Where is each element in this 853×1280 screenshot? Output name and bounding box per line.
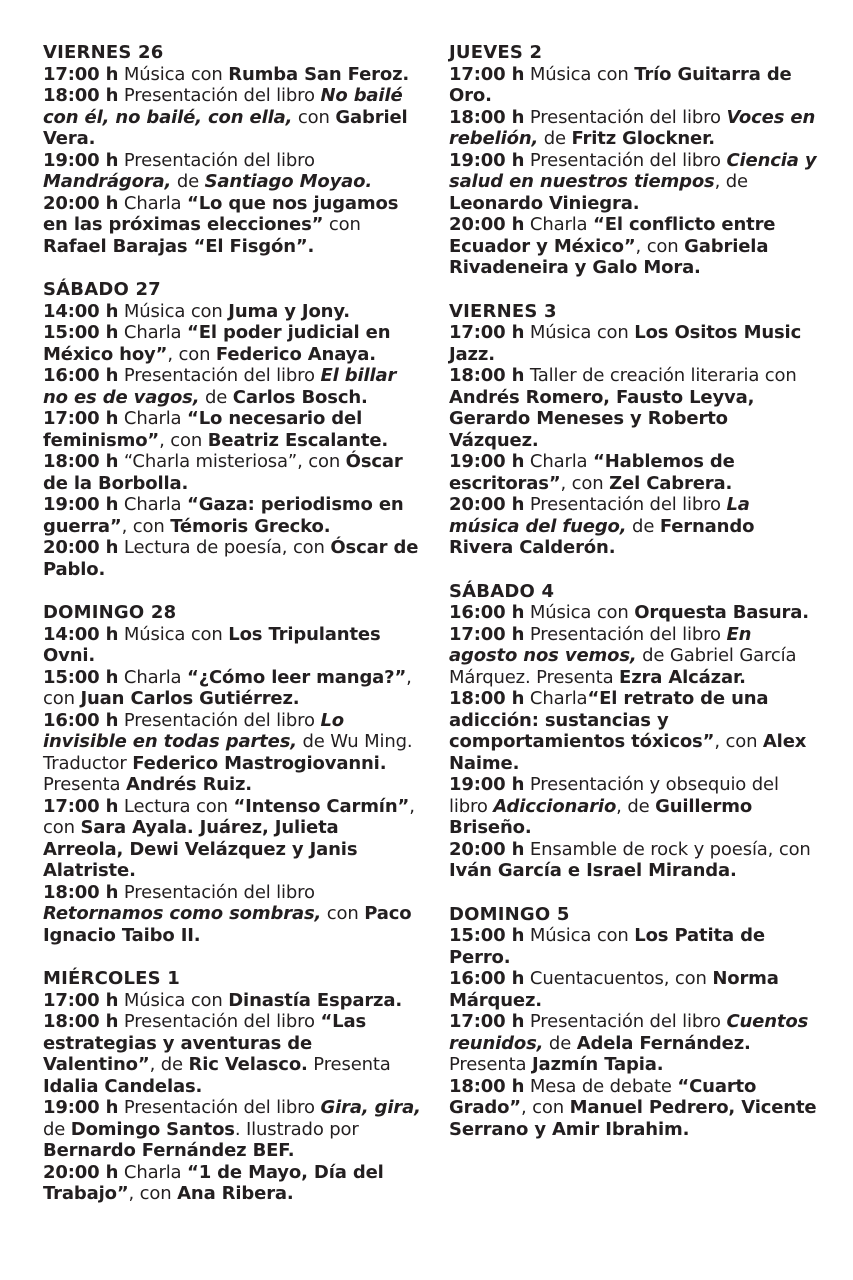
event-highlight: Fritz Glockner. [571,128,715,149]
event-highlight: “El conflicto entre Ecuador y México” [449,214,776,257]
event-time: 17:00 h [43,408,119,429]
event-entry [43,710,423,796]
event-text: , de [616,795,656,817]
event-highlight: Norma Márquez. [449,968,779,1011]
event-time: 15:00 h [43,666,119,688]
event-text: Presentación del libro [118,1011,321,1032]
event-text: , con [128,1183,178,1204]
book-title: Lo invisible en todas partes, [43,709,344,752]
event-text: de [543,1032,577,1054]
event-text: Música con [118,300,229,322]
event-entry [43,408,423,451]
event-text: Presentación del libro [524,149,727,171]
event-text: , con [714,731,763,752]
event-entry [43,322,423,365]
event-text: Presentación del libro [118,881,315,903]
event-text: Lectura con [118,795,234,817]
day-block [449,301,821,559]
event-entry [43,1162,423,1205]
event-text: Música con [118,63,229,85]
day-title: MIÉRCOLES 1 [43,968,180,989]
event-text: Ensamble de rock y poesía, con [524,838,811,860]
event-highlight: Iván García e Israel Miranda. [449,860,737,881]
day-title: VIERNES 26 [43,42,164,63]
event-time: 16:00 h [449,602,525,623]
event-highlight: Bernardo Fernández BEF. [43,1140,295,1161]
event-highlight: “¿Cómo leer manga?” [187,666,407,688]
event-text: Presentación del libro [524,106,727,128]
event-text: Presenta [449,1054,532,1075]
event-text: Charla [118,408,188,429]
event-highlight: Rumba San Feroz. [228,63,410,85]
event-text: Mesa de debate [524,1075,678,1097]
event-time: 20:00 h [449,494,525,515]
event-entry [449,214,821,279]
event-highlight: Ric Velasco. [188,1054,308,1075]
event-time: 18:00 h [43,1011,119,1032]
event-entry [449,494,821,559]
event-entry [43,796,423,882]
event-entry [43,882,423,947]
event-highlight: Gabriel Vera. [43,106,408,149]
event-highlight: Federico Anaya. [215,343,376,365]
event-text: , con [159,429,208,451]
event-text: Presentación del libro [118,85,321,106]
event-text: “Charla misteriosa”, con [118,451,346,472]
event-text: Taller de creación literaria con [524,365,797,386]
event-entry [449,602,821,624]
event-time: 19:00 h [43,149,119,171]
event-text: , de [714,171,748,192]
event-highlight: Los Ositos Music Jazz. [449,322,802,365]
day-block [43,968,423,1205]
event-highlight: Fernando Rivera Calderón. [449,515,755,558]
book-title: Ciencia y salud en nuestros tiempos [449,149,817,192]
event-time: 19:00 h [449,774,525,795]
book-title: Voces en rebelión, [449,106,816,149]
event-highlight: “El poder judicial en México hoy” [43,322,391,365]
event-highlight: Óscar de la Borbolla. [43,451,403,494]
event-entry [449,64,821,107]
event-time: 19:00 h [43,1097,119,1118]
event-time: 18:00 h [449,106,525,128]
event-entry [449,1076,821,1141]
event-highlight: Idalia Candelas. [43,1075,203,1097]
event-text: Charla [118,666,188,688]
event-text: con [292,106,336,128]
event-text: , con [560,472,610,494]
event-text: Música con [524,63,635,85]
day-title: SÁBADO 27 [43,279,161,300]
event-time: 18:00 h [449,365,525,386]
event-highlight: Dinastía Esparza. [228,989,403,1011]
event-entry [449,1011,821,1076]
event-highlight: “Cuarto Grado” [449,1075,757,1118]
event-highlight: Rafael Barajas “El Fisgón”. [43,235,315,257]
event-highlight: Ezra Alcázar. [619,666,746,688]
day-block [449,581,821,882]
event-highlight: Juan Carlos Gutiérrez. [80,688,300,709]
event-highlight: Gabriela Rivadeneira y Galo Mora. [449,235,769,278]
event-highlight: Federico Mastrogiovanni. [132,752,387,774]
event-time: 17:00 h [43,63,119,85]
event-time: 20:00 h [43,1161,119,1183]
event-time: 17:00 h [43,795,119,817]
event-highlight: Andrés Romero, Fausto Leyva, Gerardo Meneses y Roberto Vázquez. [449,386,755,451]
event-text: de Gabriel García Márquez. Presenta [449,645,797,688]
event-time: 20:00 h [449,214,525,235]
day-title: DOMINGO 5 [449,903,570,925]
event-entry [449,968,821,1011]
event-time: 17:00 h [449,623,525,645]
book-title: Cuentos reunidos, [449,1011,809,1054]
event-time: 19:00 h [43,494,119,515]
event-highlight: Jazmín Tapia. [531,1054,664,1075]
book-title: Retornamos como sombras, [43,903,322,924]
book-title: No bailé con él, no bailé, con ella, [43,85,403,128]
event-highlight: “El retrato de una adicción: sustancias y comportamientos tóxicos” [449,688,769,752]
event-entry [449,925,821,968]
event-text: Presentación del libro [524,494,727,515]
event-entry [43,301,423,323]
event-text: Música con [118,989,229,1011]
event-time: 15:00 h [449,925,525,946]
event-highlight: Adela Fernández. [576,1032,751,1054]
event-text: Música con [524,322,635,343]
event-highlight: Los Tripulantes Ovni. [43,623,381,666]
event-text: Presentación del libro [118,149,315,171]
event-time: 18:00 h [43,85,119,106]
event-text: con [321,903,365,924]
book-title: Adiccionario [493,795,617,817]
day-block [43,42,423,257]
event-time: 19:00 h [449,451,525,472]
event-entry [43,624,423,667]
event-time: 18:00 h [449,1075,525,1097]
event-entry [449,839,821,882]
event-text: , con [43,795,415,838]
event-text: , con [43,666,412,709]
event-text: Charla [524,214,594,235]
event-entry [449,624,821,689]
event-highlight: “Lo que nos jugamos en las próximas elecciones” [43,192,399,235]
event-text: Charla [118,1161,188,1183]
event-highlight: Leonardo Viniegra. [449,192,640,214]
event-text: Presentación y obsequio del libro [449,774,779,817]
event-text: de [171,171,205,192]
event-text: de [43,1118,71,1140]
event-text: de [199,386,233,408]
event-text: con [323,214,361,235]
event-entry [43,1097,423,1162]
event-text: de [626,515,660,537]
event-highlight: Manuel Pedrero, Vicente Serrano y Amir Ibrahim. [449,1097,817,1140]
event-entry [449,107,821,150]
event-time: 18:00 h [449,688,525,709]
event-time: 18:00 h [43,451,119,472]
event-highlight: Los Patita de Perro. [449,925,765,968]
event-highlight: “Lo necesario del feminismo” [43,408,363,451]
event-text: Charla [524,688,588,709]
event-highlight: Juma y Jony. [228,300,350,322]
event-time: 14:00 h [43,623,119,645]
event-entry [449,365,821,451]
event-time: 16:00 h [43,709,119,731]
event-entry [43,193,423,258]
event-entry [43,990,423,1012]
event-entry [43,365,423,408]
event-highlight: Guillermo Briseño. [449,795,753,838]
event-text: , con [520,1097,570,1118]
event-highlight: “Gaza: periodismo en guerra” [43,494,404,537]
event-text: Presenta [43,774,126,795]
event-time: 15:00 h [43,322,119,343]
event-highlight: Ana Ribera. [177,1183,294,1204]
event-time: 20:00 h [43,537,119,558]
event-highlight: “Intenso Carmín” [233,795,410,817]
event-time: 17:00 h [449,63,525,85]
day-title: VIERNES 3 [449,300,557,322]
event-entry [43,1011,423,1097]
event-text: , con [121,515,171,537]
event-text: Presentación del libro [118,1097,321,1118]
event-entry [43,64,423,86]
day-title: JUEVES 2 [449,42,543,63]
day-title: SÁBADO 4 [449,580,555,602]
event-highlight: Beatriz Escalante. [207,429,389,451]
right-column [449,42,821,1162]
event-time: 17:00 h [449,322,525,343]
event-text: , con [635,235,685,257]
event-text: Música con [524,602,635,623]
event-highlight: Paco Ignacio Taibo II. [43,903,412,946]
book-title: Santiago Moyao. [204,171,373,192]
event-time: 19:00 h [449,149,525,171]
event-text: de [538,128,572,149]
event-highlight: Sara Ayala. Juárez, Julieta Arreola, Dewi Velázquez y Janis Alatriste. [43,817,358,881]
event-highlight: Zel Cabrera. [609,472,733,494]
event-text: Presenta [307,1054,391,1075]
event-text: de Wu Ming. Traductor [43,731,413,774]
day-block [43,602,423,946]
book-title: Mandrágora, [43,171,172,192]
event-highlight: Alex Naime. [449,731,807,774]
event-time: 16:00 h [449,968,525,989]
event-text: Charla [118,192,188,214]
event-entry [43,85,423,150]
event-entry [43,537,423,580]
event-text: , con [167,343,216,365]
event-text: Charla [118,494,188,515]
event-entry [449,322,821,365]
event-text: Presentación del libro [524,623,727,645]
event-time: 20:00 h [449,838,525,860]
event-text: Charla [524,451,594,472]
event-entry [449,774,821,839]
day-block [43,279,423,580]
event-text: Presentación del libro [524,1011,727,1032]
event-highlight: “1 de Mayo, Día del Trabajo” [43,1161,384,1204]
event-text: Música con [524,925,635,946]
event-text: Presentación del libro [118,365,321,386]
event-text: Música con [118,623,229,645]
event-entry [449,688,821,774]
event-text: , de [149,1054,189,1075]
book-title: En agosto nos vemos, [449,623,752,666]
event-time: 17:00 h [449,1011,525,1032]
day-block [449,42,821,279]
event-time: 20:00 h [43,192,119,214]
event-time: 14:00 h [43,300,119,322]
event-highlight: “Hablemos de escritoras” [449,451,735,494]
event-highlight: Témoris Grecko. [170,515,331,537]
event-highlight: Óscar de Pablo. [43,537,419,580]
event-highlight: Trío Guitarra de Oro. [449,63,792,106]
event-time: 18:00 h [43,881,119,903]
day-title: DOMINGO 28 [43,602,177,623]
event-entry [43,150,423,193]
event-highlight: “Las estrategias y aventuras de Valentino” [43,1011,367,1075]
event-entry [43,667,423,710]
event-highlight: Orquesta Basura. [634,602,809,623]
event-highlight: Andrés Ruiz. [125,774,252,795]
book-title: La música del fuego, [449,494,750,537]
event-text: Charla [118,322,188,343]
event-time: 17:00 h [43,989,119,1011]
book-title: El billar no es de vagos, [43,365,397,408]
event-highlight: Domingo Santos [70,1118,235,1140]
event-text: Presentación del libro [118,709,321,731]
event-entry [43,451,423,494]
event-text: Lectura de poesía, con [118,537,331,558]
event-time: 16:00 h [43,365,119,386]
event-entry [43,494,423,537]
day-block [449,904,821,1141]
event-text: Cuentacuentos, con [524,968,713,989]
event-highlight: Carlos Bosch. [232,386,368,408]
event-entry [449,451,821,494]
book-title: Gira, gira, [320,1097,421,1118]
event-entry [449,150,821,215]
event-text: . Ilustrado por [234,1118,359,1140]
left-column [43,42,423,1227]
